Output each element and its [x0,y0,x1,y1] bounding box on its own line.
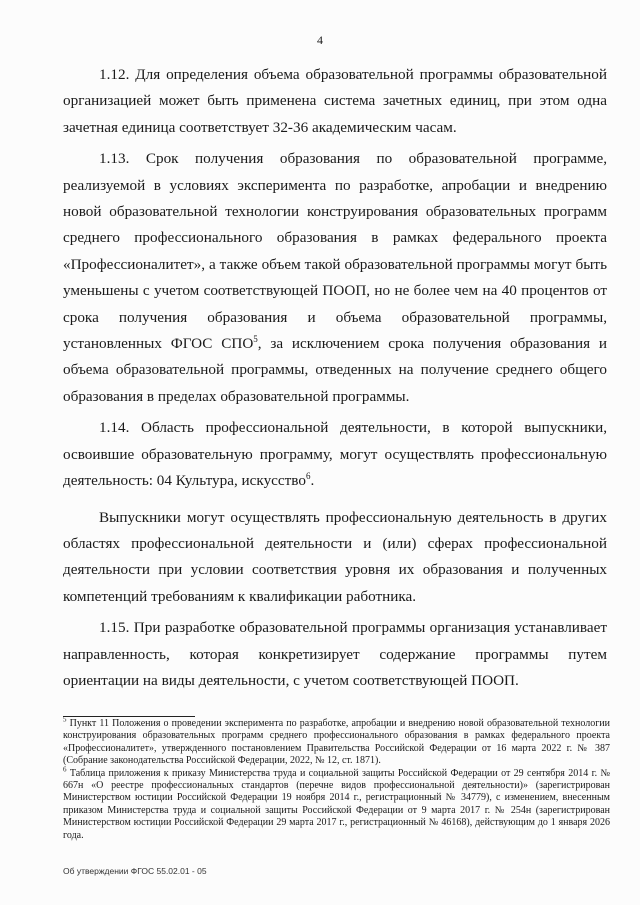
paragraph-1-14 [63,415,607,494]
footnote-text-5: Пункт 11 Положения о проведении эксперимента по разработке, апробации и внедрению новой образовательной технологии конструирования образовательных программ среднего профессионального образования в рамках федерального проекта «Профессионалитет», утвержденного постановлением Правительства Российской Федерации от 16 марта 2022 г. № 387 (Собрание законодательства Российской Федерации, 2022, № 12, ст. 1871). [63,718,610,767]
paragraph-text-cont: . [310,472,315,490]
page-number: 4 [317,33,323,47]
paragraph-text: 1.14. Область профессиональной деятельности, в которой выпускники, освоившие образовательную программу, могут осуществлять профессиональную деятельность: 04 Культура, искусство [63,419,607,490]
paragraph-graduates [63,505,607,611]
footnote-6 [63,765,610,842]
footnote-ref-6[interactable]: 6 [305,471,311,482]
paragraph-text: Выпускники могут осуществлять профессиональную деятельность в других областях профессиональной деятельности и (или) сферах профессиональной деятельности при условии соответствия уровня их образования и полученных компетенций требованиям к квалификации работника. [63,508,607,605]
paragraph-1-12 [63,62,607,141]
paragraph-1-15 [63,615,607,694]
paragraph-1-13 [63,146,607,410]
footnotes [63,715,610,842]
paragraph-text: 1.15. При разработке образовательной программы организация устанавливает направленность, которая конкретизирует содержание программы путем ориентации на виды деятельности, с учетом соответствующей ПООП. [63,619,607,689]
footnote-divider [63,716,195,717]
paragraph-text-cont: , за исключением срока получения образования и объема образовательной программы, отведенных на получение среднего общего образования в пределах образовательной программы. [63,335,607,405]
footnote-text-6: Таблица приложения к приказу Министерства труда и социальной защиты Российской Федерации от 29 сентября 2014 г. № 667н «О реестре профессиональных стандартов (перечне видов профессиональной деятельности)» (зарегистрирован Министерством юстиции Российской Федерации 19 ноября 2014 г., регистрационный № 34779), с изменением, внесенным приказом Министерства труда и социальной защиты Российской Федерации от 9 марта 2017 г. № 254н (зарегистрирован Министерством юстиции Российской Федерации 29 марта 2017 г., регистрационный № 46168), действующим до 1 января 2026 года. [63,767,610,841]
paragraph-text: 1.12. Для определения объема образовательной программы образовательной организацией может быть применена система зачетных единиц, при этом одна зачетная единица соответствует 32-36 академическим часам. [63,66,607,136]
page-footer: Об утверждении ФГОС 55.02.01 - 05 [63,866,207,876]
footnote-mark-5: 5 [63,715,67,724]
paragraph-text: 1.13. Срок получения образования по образовательной программе, реализуемой в условиях эксперимента по разработке, апробации и внедрению новой образовательной технологии конструирования образовательных программ среднего профессионального образования в рамках федерального проекта «Профессионалитет», а также объем такой образовательной программы могут быть уменьшены с учетом соответствующей ПООП, но не более чем на 40 процентов от срока получения образования и объема образовательной программы, установленных ФГОС СПО [63,150,607,353]
footnote-5 [63,715,610,768]
footnote-ref-5[interactable]: 5 [253,334,258,344]
document-body [63,62,607,694]
footnote-mark-6: 6 [63,765,67,774]
